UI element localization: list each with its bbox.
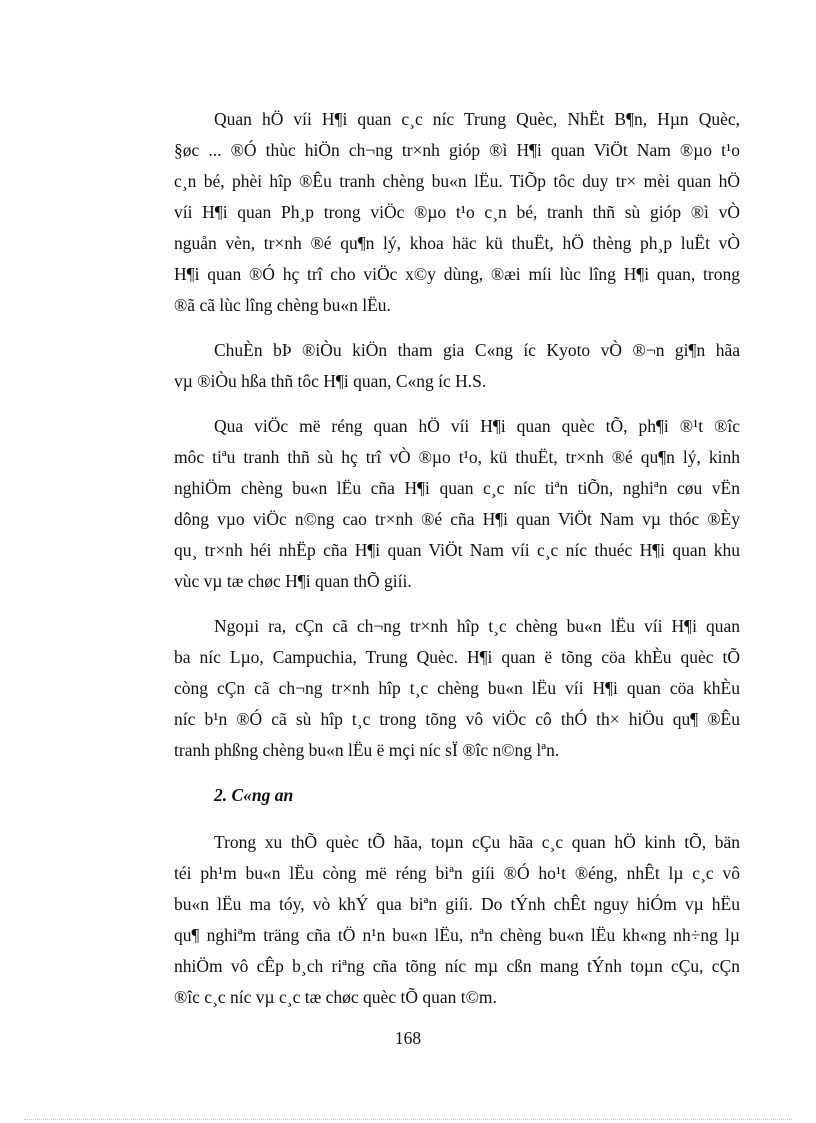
paragraph-line: còng cÇn cã ch¬ng tr×nh hîp t¸c chèng bu«n lËu víi H¶i quan cöa khÈu (174, 678, 740, 698)
paragraph-4 (174, 611, 740, 766)
paragraph-line: qu¶ nghiªm träng cña tÖ n¹n bu«n lËu, nªn chèng bu«n lËu kh«ng nh÷ng lµ (174, 925, 740, 945)
paragraph-line: bu«n lËu ma tóy, vò khÝ qua biªn giíi. Do tÝnh chÊt nguy hiÓm vµ hËu (174, 894, 740, 914)
paragraph-line: ®îc c¸c níc vµ c¸c tæ chøc quèc tÕ quan t©m. (174, 987, 497, 1007)
paragraph-line: téi ph¹m bu«n lËu còng më réng biªn giíi ®Ó ho¹t ®éng, nhÊt lµ c¸c vô (174, 863, 740, 883)
paragraph-line: ®ã cã lùc lîng chèng bu«n lËu. (174, 295, 391, 315)
paragraph-line: níc b¹n ®Ó cã sù hîp t¸c trong tõng vô viÖc cô thÓ th× hiÖu qu¶ ®Êu (174, 709, 740, 729)
paragraph-line: Ngoµi ra, cÇn cã ch¬ng tr×nh hîp t¸c chèng bu«n lËu víi H¶i quan (214, 616, 740, 636)
paragraph-line: ChuÈn bÞ ®iÒu kiÖn tham gia C«ng íc Kyoto vÒ ®¬n gi¶n hãa (214, 340, 740, 360)
paragraph-line: Trong xu thÕ quèc tÕ hãa, toµn cÇu hãa c¸c quan hÖ kinh tÕ, bän (214, 832, 740, 852)
page-number: 168 (394, 1028, 422, 1048)
paragraph-1 (174, 104, 740, 321)
paragraph-line: nguån vèn, tr×nh ®é qu¶n lý, khoa häc kü thuËt, hÖ thèng ph¸p luËt vÒ (174, 233, 740, 253)
paragraph-line: môc tiªu tranh thñ sù hç trî vÒ ®µo t¹o, kü thuËt, tr×nh ®é qu¶n lý, kinh (174, 447, 740, 467)
paragraph-line: Quan hÖ víi H¶i quan c¸c níc Trung Quèc, NhËt B¶n, Hµn Quèc, (214, 109, 740, 129)
paragraph-line: H¶i quan ®Ó hç trî cho viÖc x©y dùng, ®æi míi lùc lîng H¶i quan, trong (174, 264, 740, 284)
section-heading: 2. C«ng an (214, 785, 294, 805)
paragraph-line: Qua viÖc më réng quan hÖ víi H¶i quan quèc tÕ, ph¶i ®¹t ®îc (214, 416, 740, 436)
page-content (174, 104, 740, 1027)
paragraph-line: ba níc Lµo, Campuchia, Trung Quèc. H¶i quan ë tõng cöa khÈu quèc tÕ (174, 647, 740, 667)
paragraph-line: dông vµo viÖc n©ng cao tr×nh ®é cña H¶i quan ViÖt Nam vµ thóc ®Èy (174, 509, 740, 529)
paragraph-line: §øc ... ®Ó thùc hiÖn ch¬ng tr×nh gióp ®ì H¶i quan ViÖt Nam ®µo t¹o (174, 140, 740, 160)
paragraph-line: nghiÖm chèng bu«n lËu cña H¶i quan c¸c níc tiªn tiÕn, nghiªn cøu vËn (174, 478, 740, 498)
paragraph-line: qu¸ tr×nh héi nhËp cña H¶i quan ViÖt Nam víi c¸c níc thuéc H¶i quan khu (174, 540, 740, 560)
paragraph-5 (174, 827, 740, 1013)
paragraph-line: vµ ®iÒu hßa thñ tôc H¶i quan, C«ng íc H.S. (174, 371, 487, 391)
paragraph-line: vùc vµ tæ chøc H¶i quan thÕ giíi. (174, 571, 412, 591)
paragraph-line: c¸n bé, phèi hîp ®Êu tranh chèng bu«n lËu. TiÕp tôc duy tr× mèi quan hÖ (174, 171, 740, 191)
footer-divider (24, 1119, 792, 1120)
paragraph-2 (174, 335, 740, 397)
paragraph-line: nhiÖm vô cÊp b¸ch riªng cña tõng níc mµ cßn mang tÝnh toµn cÇu, cÇn (174, 956, 740, 976)
paragraph-line: tranh phßng chèng bu«n lËu ë mçi níc sÏ ®îc n©ng lªn. (174, 740, 560, 760)
paragraph-line: víi H¶i quan Ph¸p trong viÖc ®µo t¹o c¸n bé, tranh thñ sù gióp ®ì vÒ (174, 202, 740, 222)
paragraph-3 (174, 411, 740, 597)
